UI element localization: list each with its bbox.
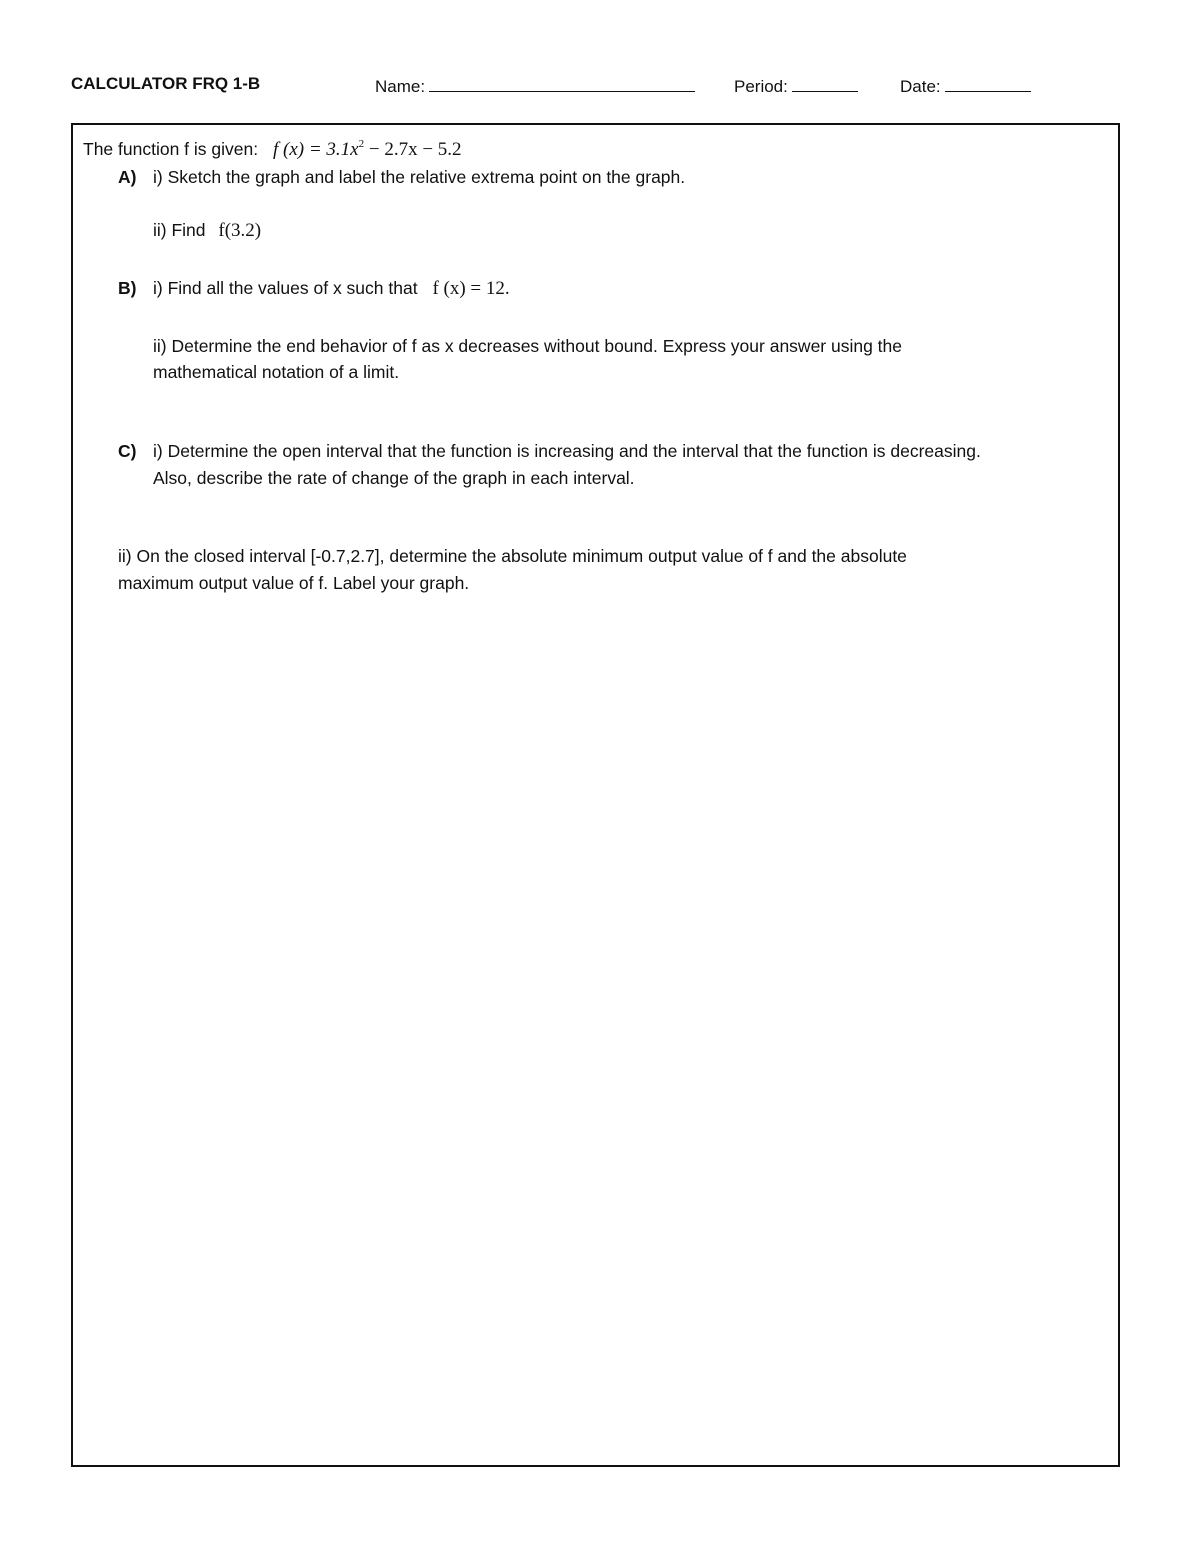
part-b-i <box>153 275 510 302</box>
name-label: Name: <box>375 77 426 96</box>
date-blank-line[interactable] <box>945 74 1031 92</box>
part-b-i-text: i) Find all the values of x such that <box>153 278 418 298</box>
part-a-i: i) Sketch the graph and label the relative extrema point on the graph. <box>153 167 686 187</box>
part-c-ii-line2: maximum output value of f. Label your graph. <box>118 573 470 593</box>
part-c-i-line1: i) Determine the open interval that the function is increasing and the interval that the function is decreasing. <box>153 441 981 461</box>
period-blank-line[interactable] <box>792 74 858 92</box>
part-b-ii-line2: mathematical notation of a limit. <box>153 362 400 382</box>
name-field <box>375 74 695 97</box>
problem-box <box>71 123 1120 1467</box>
part-a-ii-math: f(3.2) <box>218 220 262 241</box>
part-c-i-line2: Also, describe the rate of change of the graph in each interval. <box>153 468 635 488</box>
part-c-label: C) <box>118 441 137 461</box>
formula-exponent: 2 <box>358 138 365 150</box>
part-a-label: A) <box>118 167 137 187</box>
function-definition <box>83 131 462 163</box>
function-formula <box>273 139 462 160</box>
period-label: Period: <box>734 77 788 96</box>
part-c-ii-line1: ii) On the closed interval [-0.7,2.7], determine the absolute minimum output value of f and the absolute <box>118 546 907 566</box>
part-b-label: B) <box>118 278 137 298</box>
worksheet-header <box>0 74 1200 100</box>
date-field <box>900 74 1031 97</box>
part-a-ii <box>153 217 261 244</box>
name-blank-line[interactable] <box>429 74 695 92</box>
formula-rhs: − 2.7x − 5.2 <box>364 139 462 160</box>
part-a-ii-text: ii) Find <box>153 220 206 240</box>
date-label: Date: <box>900 77 941 96</box>
part-b-i-math: f (x) = 12. <box>432 278 510 299</box>
part-b-ii-line1: ii) Determine the end behavior of f as x decreases without bound. Express your answer using the <box>153 336 903 356</box>
formula-lhs: f (x) = 3.1x <box>272 139 359 160</box>
worksheet-title: CALCULATOR FRQ 1-B <box>71 74 261 93</box>
intro-text: The function f is given: <box>83 139 259 159</box>
period-field <box>734 74 858 97</box>
answer-work-area[interactable] <box>73 605 1118 1455</box>
